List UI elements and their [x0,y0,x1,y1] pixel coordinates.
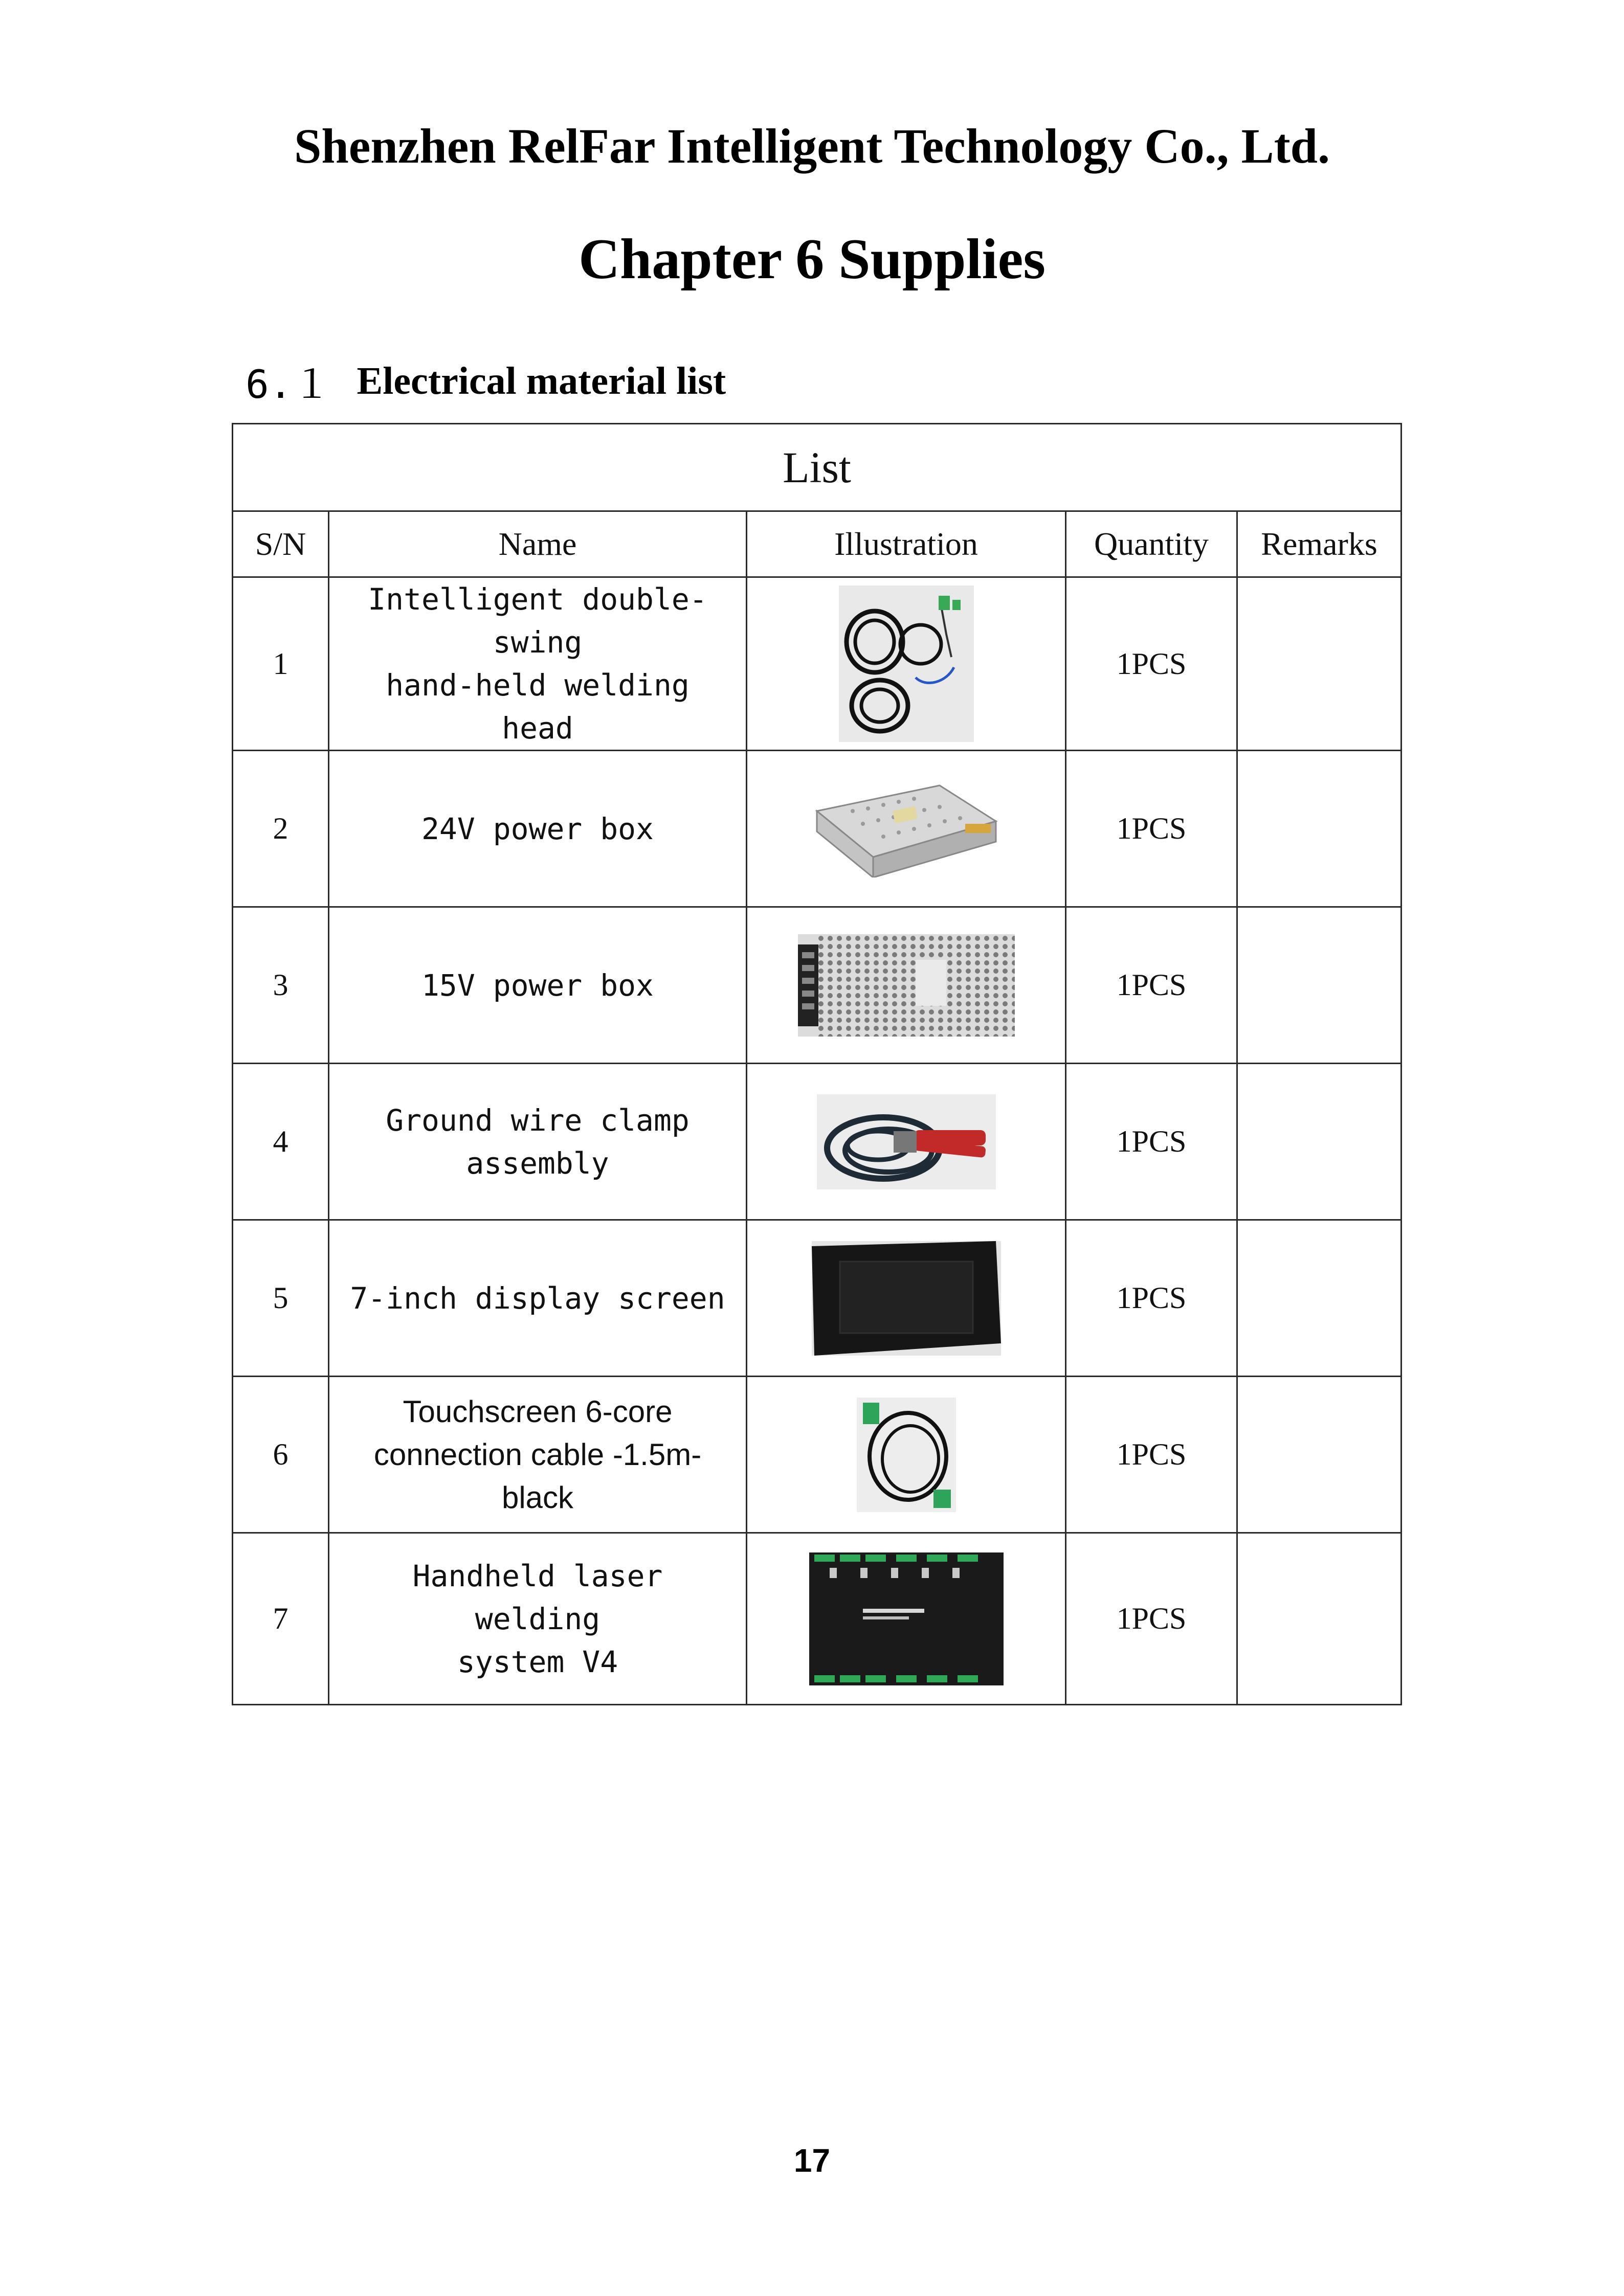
row-quantity: 1PCS [1066,1533,1237,1705]
row-name: 24V power box [329,751,747,907]
section-heading [246,353,726,409]
display-screen-image [812,1241,1001,1356]
row-sn: 6 [233,1377,329,1533]
column-header-sn: S/N [233,511,329,577]
row-name: Ground wire clamp assembly [329,1064,747,1220]
welding-head-cables-image [839,586,974,742]
row-remarks [1237,577,1401,751]
table-row [233,1064,1401,1220]
table-header-row [233,511,1401,577]
24v-power-box-image [812,780,1001,877]
row-sn: 2 [233,751,329,907]
row-illustration [747,1377,1066,1533]
row-quantity: 1PCS [1066,1064,1237,1220]
electrical-material-table [232,423,1402,1705]
table-title: List [233,424,1401,511]
row-sn: 5 [233,1220,329,1377]
row-quantity: 1PCS [1066,1377,1237,1533]
row-sn: 4 [233,1064,329,1220]
row-remarks [1237,1377,1401,1533]
ground-clamp-image [817,1094,996,1189]
row-quantity: 1PCS [1066,751,1237,907]
connection-cable-image [857,1398,956,1512]
company-header: Shenzhen RelFar Intelligent Technology Co., Ltd. [294,119,1330,173]
row-name: 7-inch display screen [329,1220,747,1377]
page-number: 17 [793,2142,831,2179]
row-remarks [1237,1220,1401,1377]
control-board-image [809,1552,1004,1685]
column-header-name: Name [329,511,747,577]
row-quantity: 1PCS [1066,907,1237,1064]
table-row [233,1533,1401,1705]
table-row [233,751,1401,907]
column-header-quantity: Quantity [1066,511,1237,577]
row-remarks [1237,1533,1401,1705]
row-quantity: 1PCS [1066,1220,1237,1377]
row-remarks [1237,751,1401,907]
column-header-remarks: Remarks [1237,511,1401,577]
table-row [233,577,1401,751]
column-header-illustration: Illustration [747,511,1066,577]
row-illustration [747,751,1066,907]
row-illustration [747,907,1066,1064]
section-title: Electrical material list [357,359,726,402]
row-remarks [1237,1064,1401,1220]
row-sn: 7 [233,1533,329,1705]
row-name: Touchscreen 6-core connection cable -1.5m- black [329,1377,747,1533]
row-quantity: 1PCS [1066,577,1237,751]
row-illustration [747,1064,1066,1220]
row-name: Handheld laser welding system V4 [329,1533,747,1705]
row-name: 15V power box [329,907,747,1064]
row-illustration [747,577,1066,751]
chapter-title: Chapter 6 Supplies [579,228,1045,291]
row-illustration [747,1533,1066,1705]
row-sn: 1 [233,577,329,751]
row-remarks [1237,907,1401,1064]
section-number: 6.１ [246,361,331,407]
row-illustration [747,1220,1066,1377]
table-row [233,1220,1401,1377]
15v-power-box-image [798,934,1015,1037]
table-row [233,907,1401,1064]
row-sn: 3 [233,907,329,1064]
table-row [233,1377,1401,1533]
row-name: Intelligent double-swing hand-held welding head [329,577,747,751]
